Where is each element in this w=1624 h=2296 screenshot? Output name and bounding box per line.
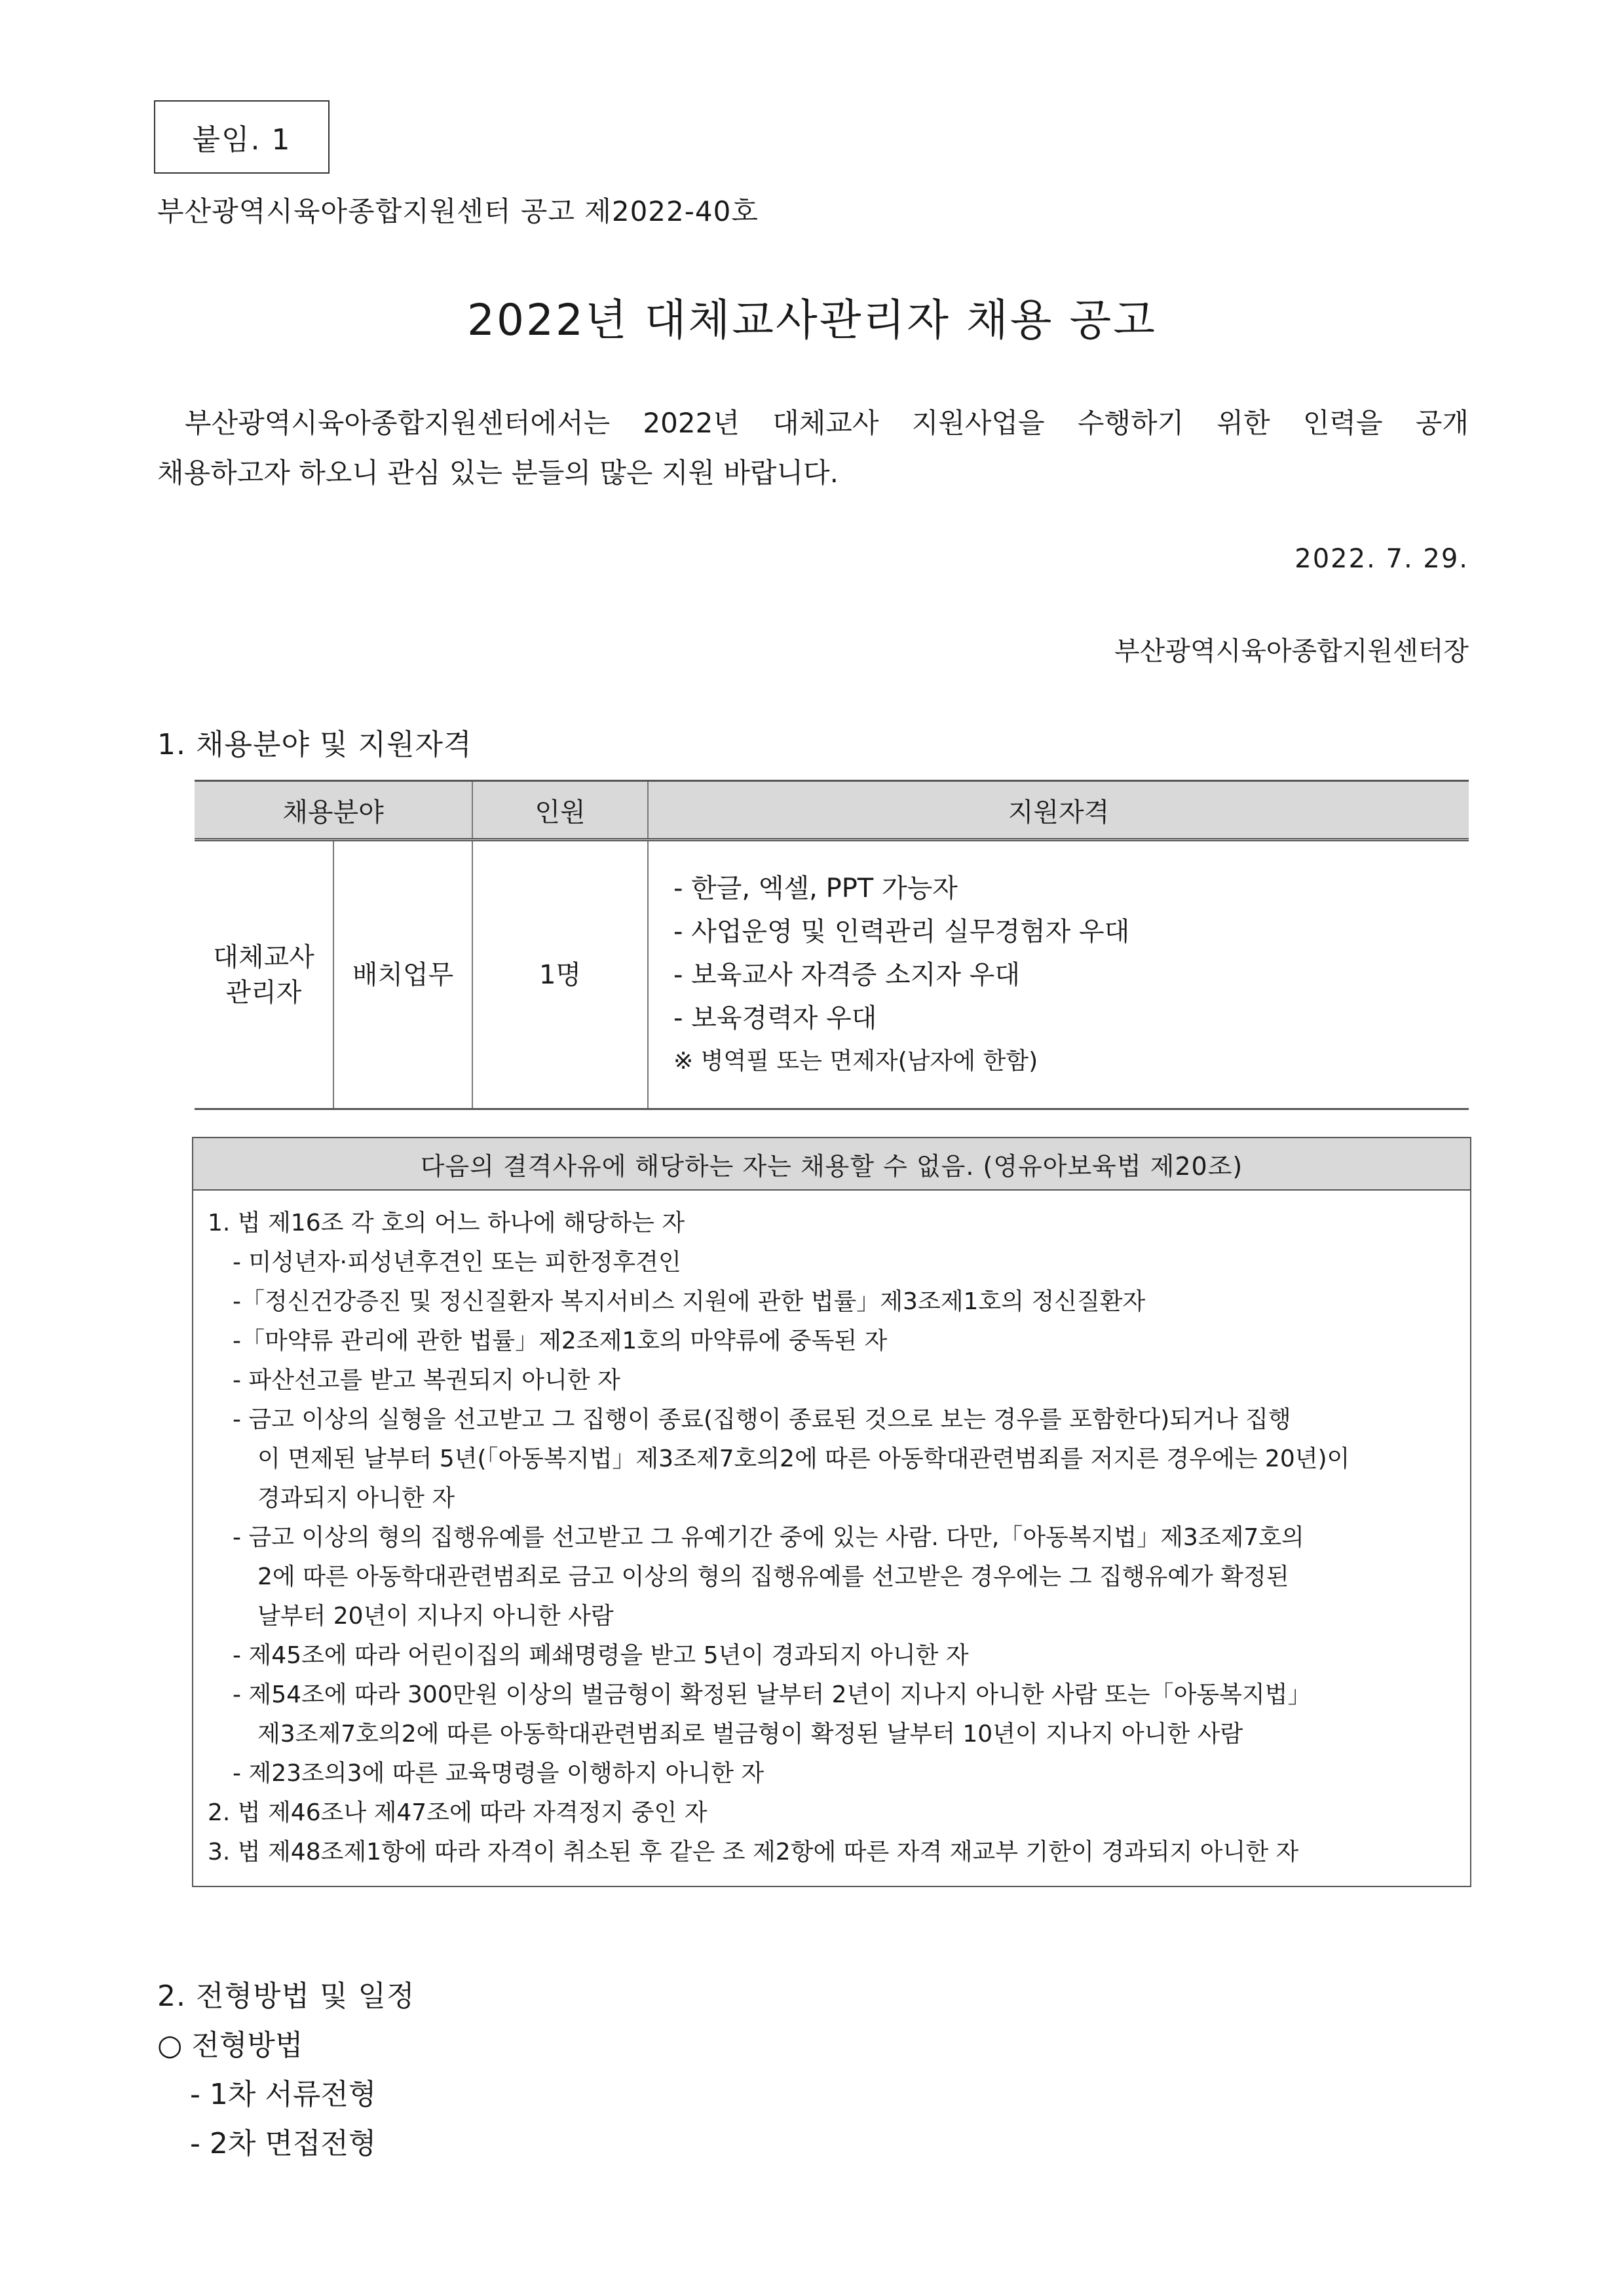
- list-item: 날부터 20년이 지나지 아니한 사람: [257, 1603, 614, 1630]
- list-item: 2. 법 제46조나 제47조에 따라 자격정지 중인 자: [208, 1799, 708, 1826]
- selection-step: - 1차 서류전형: [190, 2078, 377, 2111]
- list-item: - 금고 이상의 실형을 선고받고 그 집행이 종료(집행이 종료된 것으로 보는 경우를 포함한다)되거나 집행: [233, 1406, 1291, 1433]
- disqualification-box: [192, 1137, 1471, 1887]
- issuer: 부산광역시육아종합지원센터장: [1114, 636, 1469, 666]
- list-item: 2에 따른 아동학대관련범죄로 금고 이상의 형의 집행유예를 선고받은 경우에는 그 집행유예가 확정된: [257, 1563, 1289, 1590]
- field-line-2: 관리자: [225, 977, 302, 1008]
- header-field: 채용분야: [195, 781, 472, 840]
- field-line-1: 대체교사: [213, 942, 314, 972]
- qualification-item: - 보육교사 자격증 소지자 우대: [673, 959, 1020, 990]
- list-item: 제3조제7호의2에 따른 아동학대관련범죄로 벌금형이 확정된 날부터 10년이 지나지 아니한 사람: [257, 1721, 1243, 1748]
- header-count: 인원: [472, 781, 648, 840]
- qualification-item: - 보육경력자 우대: [673, 1003, 877, 1033]
- cell-qualifications: [648, 840, 1469, 1109]
- disqualification-list: [193, 1191, 1470, 1872]
- list-item: 이 면제된 날부터 5년(「아동복지법」제3조제7호의2에 따른 아동학대관련범죄를 저지른 경우에는 20년)이: [257, 1445, 1350, 1472]
- selection-method-label: ○ 전형방법: [157, 2029, 303, 2062]
- disqualification-heading: 다음의 결격사유에 해당하는 자는 채용할 수 없음. (영유아보육법 제20조): [193, 1138, 1470, 1191]
- list-item: - 제54조에 따라 300만원 이상의 벌금형이 확정된 날부터 2년이 지나지 아니한 사람 또는「아동복지법」: [233, 1681, 1312, 1708]
- list-item: 3. 법 제48조제1항에 따라 자격이 취소된 후 같은 조 제2항에 따른 자격 재교부 기한이 경과되지 아니한 자: [208, 1839, 1299, 1866]
- list-item: - 제23조의3에 따른 교육명령을 이행하지 아니한 자: [233, 1760, 765, 1787]
- list-item: -「정신건강증진 및 정신질환자 복지서비스 지원에 관한 법률」제3조제1호의 정신질환자: [233, 1288, 1146, 1315]
- cell-count: 1명: [472, 840, 648, 1109]
- qualification-item: - 한글, 엑셀, PPT 가능자: [673, 873, 958, 904]
- table-row: [195, 840, 1469, 1109]
- list-item: 1. 법 제16조 각 호의 어느 하나에 해당하는 자: [208, 1210, 685, 1236]
- selection-step: - 2차 면접전형: [190, 2127, 377, 2160]
- section-1-heading: 1. 채용분야 및 지원자격: [157, 728, 472, 761]
- qualification-item: - 사업운영 및 인력관리 실무경험자 우대: [673, 916, 1130, 947]
- cell-field: [195, 840, 333, 1109]
- list-item: - 파산선고를 받고 복권되지 아니한 자: [233, 1367, 620, 1394]
- document-title: 2022년 대체교사관리자 채용 공고: [467, 295, 1157, 345]
- intro-line-1: 부산광역시육아종합지원센터에서는 2022년 대체교사 지원사업을 수행하기 위한 인력을 공개: [185, 407, 1469, 439]
- notice-date: 2022. 7. 29.: [1294, 544, 1469, 574]
- list-item: - 미성년자·피성년후견인 또는 피한정후견인: [233, 1249, 681, 1276]
- section-2-heading: 2. 전형방법 및 일정: [157, 1980, 415, 2013]
- intro-paragraph: [157, 398, 1469, 498]
- list-item: -「마약류 관리에 관한 법률」제2조제1호의 마약류에 중독된 자: [233, 1328, 888, 1354]
- attachment-label: 붙임. 1: [154, 100, 330, 174]
- intro-line-2: 채용하고자 하오니 관심 있는 분들의 많은 지원 바랍니다.: [157, 457, 839, 489]
- list-item: - 제45조에 따라 어린이집의 폐쇄명령을 받고 5년이 경과되지 아니한 자: [233, 1642, 969, 1669]
- notice-number: 부산광역시육아종합지원센터 공고 제2022-40호: [157, 195, 759, 227]
- header-qualifications: 지원자격: [648, 781, 1469, 840]
- recruitment-table: [195, 780, 1469, 1110]
- list-item: 경과되지 아니한 자: [257, 1485, 455, 1512]
- list-item: - 금고 이상의 형의 집행유예를 선고받고 그 유예기간 중에 있는 사람. 다만,「아동복지법」제3조제7호의: [233, 1524, 1304, 1551]
- military-note: ※ 병역필 또는 면제자(남자에 한함): [673, 1047, 1038, 1075]
- cell-duty: 배치업무: [333, 840, 472, 1109]
- table-header-row: [195, 781, 1469, 840]
